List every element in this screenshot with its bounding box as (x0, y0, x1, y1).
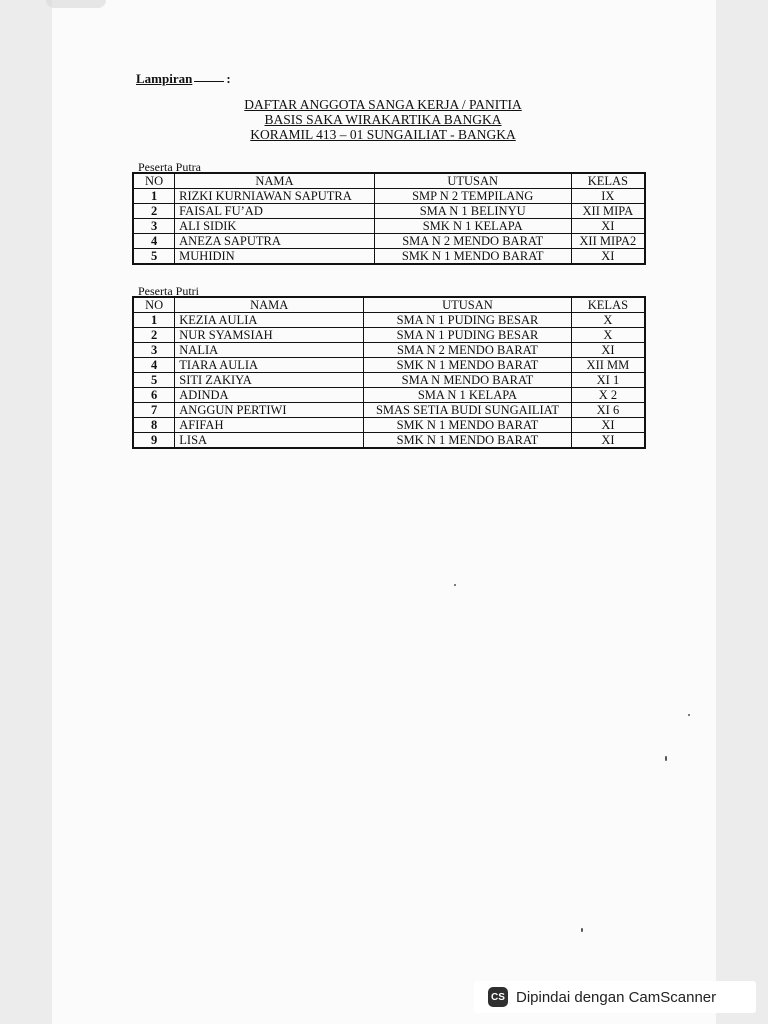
cell-utusan: SMK N 1 MENDO BARAT (364, 433, 572, 449)
cell-utusan: SMK N 1 MENDO BARAT (364, 358, 572, 373)
table-row (133, 373, 645, 388)
section-label-putra: Peserta Putra (138, 160, 201, 174)
cell-utusan: SMA N 2 MENDO BARAT (364, 343, 572, 358)
cell-no: 6 (133, 388, 175, 403)
title-line-3: KORAMIL 413 – 01 SUNGAILIAT - BANGKA (250, 127, 516, 142)
cell-nama: KEZIA AULIA (175, 313, 364, 328)
cell-no: 5 (133, 249, 175, 265)
cell-no: 4 (133, 234, 175, 249)
cell-kelas: XI (571, 219, 645, 234)
cell-utusan: SMA N 1 PUDING BESAR (364, 313, 572, 328)
camscanner-logo-icon: CS (488, 987, 508, 1007)
table-peserta-putra (132, 172, 646, 265)
cell-nama: FAISAL FU’AD (175, 204, 375, 219)
cell-no: 2 (133, 204, 175, 219)
column-header-nama: NAMA (175, 297, 364, 313)
column-header-no: NO (133, 297, 175, 313)
column-header-no: NO (133, 173, 175, 189)
camscanner-label: Dipindai dengan CamScanner (516, 988, 717, 1006)
cell-no: 4 (133, 358, 175, 373)
table-row (133, 343, 645, 358)
cell-utusan: SMA N MENDO BARAT (364, 373, 572, 388)
title-line-2: BASIS SAKA WIRAKARTIKA BANGKA (264, 112, 502, 127)
cell-no: 1 (133, 313, 175, 328)
cell-utusan: SMA N 1 KELAPA (364, 388, 572, 403)
table-row (133, 403, 645, 418)
table-row (133, 358, 645, 373)
scan-speck (665, 756, 667, 761)
cell-utusan: SMP N 2 TEMPILANG (374, 189, 571, 204)
table-header-row (133, 173, 645, 189)
cell-utusan: SMK N 1 KELAPA (374, 219, 571, 234)
cell-kelas: IX (571, 189, 645, 204)
table-row (133, 204, 645, 219)
cell-nama: ALI SIDIK (175, 219, 375, 234)
cell-utusan: SMK N 1 MENDO BARAT (374, 249, 571, 265)
column-header-utusan: UTUSAN (374, 173, 571, 189)
cell-kelas: X 2 (571, 388, 645, 403)
cell-kelas: XI (571, 418, 645, 433)
table-row (133, 388, 645, 403)
cell-kelas: X (571, 313, 645, 328)
cell-kelas: X (571, 328, 645, 343)
scanned-page (52, 0, 716, 1024)
cell-nama: TIARA AULIA (175, 358, 364, 373)
cell-no: 9 (133, 433, 175, 449)
scan-speck (454, 584, 456, 586)
camscanner-watermark (474, 981, 756, 1013)
cell-no: 3 (133, 219, 175, 234)
scan-smudge (46, 0, 106, 8)
cell-nama: MUHIDIN (175, 249, 375, 265)
table-row (133, 234, 645, 249)
column-header-utusan: UTUSAN (364, 297, 572, 313)
column-header-kelas: KELAS (571, 173, 645, 189)
table-row (133, 219, 645, 234)
cell-utusan: SMAS SETIA BUDI SUNGAILIAT (364, 403, 572, 418)
column-header-nama: NAMA (175, 173, 375, 189)
cell-kelas: XII MIPA2 (571, 234, 645, 249)
cell-nama: RIZKI KURNIAWAN SAPUTRA (175, 189, 375, 204)
title-line-1: DAFTAR ANGGOTA SANGA KERJA / PANITIA (244, 97, 522, 112)
table-row (133, 418, 645, 433)
cell-kelas: XI (571, 343, 645, 358)
cell-kelas: XI 6 (571, 403, 645, 418)
attachment-blank-line (194, 81, 224, 82)
table-header-row (133, 297, 645, 313)
cell-utusan: SMA N 1 BELINYU (374, 204, 571, 219)
section-label-putri: Peserta Putri (138, 284, 199, 298)
cell-nama: NUR SYAMSIAH (175, 328, 364, 343)
document-title (0, 97, 768, 142)
cell-no: 3 (133, 343, 175, 358)
table-row (133, 249, 645, 265)
cell-kelas: XII MIPA (571, 204, 645, 219)
cell-no: 7 (133, 403, 175, 418)
cell-nama: NALIA (175, 343, 364, 358)
cell-kelas: XI 1 (571, 373, 645, 388)
table-row (133, 433, 645, 449)
table-row (133, 313, 645, 328)
cell-no: 1 (133, 189, 175, 204)
scan-speck (581, 928, 583, 932)
table-peserta-putri (132, 296, 646, 449)
cell-utusan: SMK N 1 MENDO BARAT (364, 418, 572, 433)
cell-nama: ANGGUN PERTIWI (175, 403, 364, 418)
cell-utusan: SMA N 2 MENDO BARAT (374, 234, 571, 249)
cell-utusan: SMA N 1 PUDING BESAR (364, 328, 572, 343)
cell-nama: SITI ZAKIYA (175, 373, 364, 388)
attachment-colon: : (226, 71, 231, 86)
scan-speck (688, 714, 690, 716)
cell-kelas: XI (571, 249, 645, 265)
attachment-label (136, 71, 231, 87)
table-row (133, 189, 645, 204)
cell-no: 8 (133, 418, 175, 433)
cell-nama: AFIFAH (175, 418, 364, 433)
cell-no: 2 (133, 328, 175, 343)
cell-nama: ANEZA SAPUTRA (175, 234, 375, 249)
cell-nama: ADINDA (175, 388, 364, 403)
table-row (133, 328, 645, 343)
column-header-kelas: KELAS (571, 297, 645, 313)
cell-no: 5 (133, 373, 175, 388)
cell-kelas: XII MM (571, 358, 645, 373)
cell-kelas: XI (571, 433, 645, 449)
cell-nama: LISA (175, 433, 364, 449)
attachment-label-text: Lampiran (136, 71, 193, 86)
